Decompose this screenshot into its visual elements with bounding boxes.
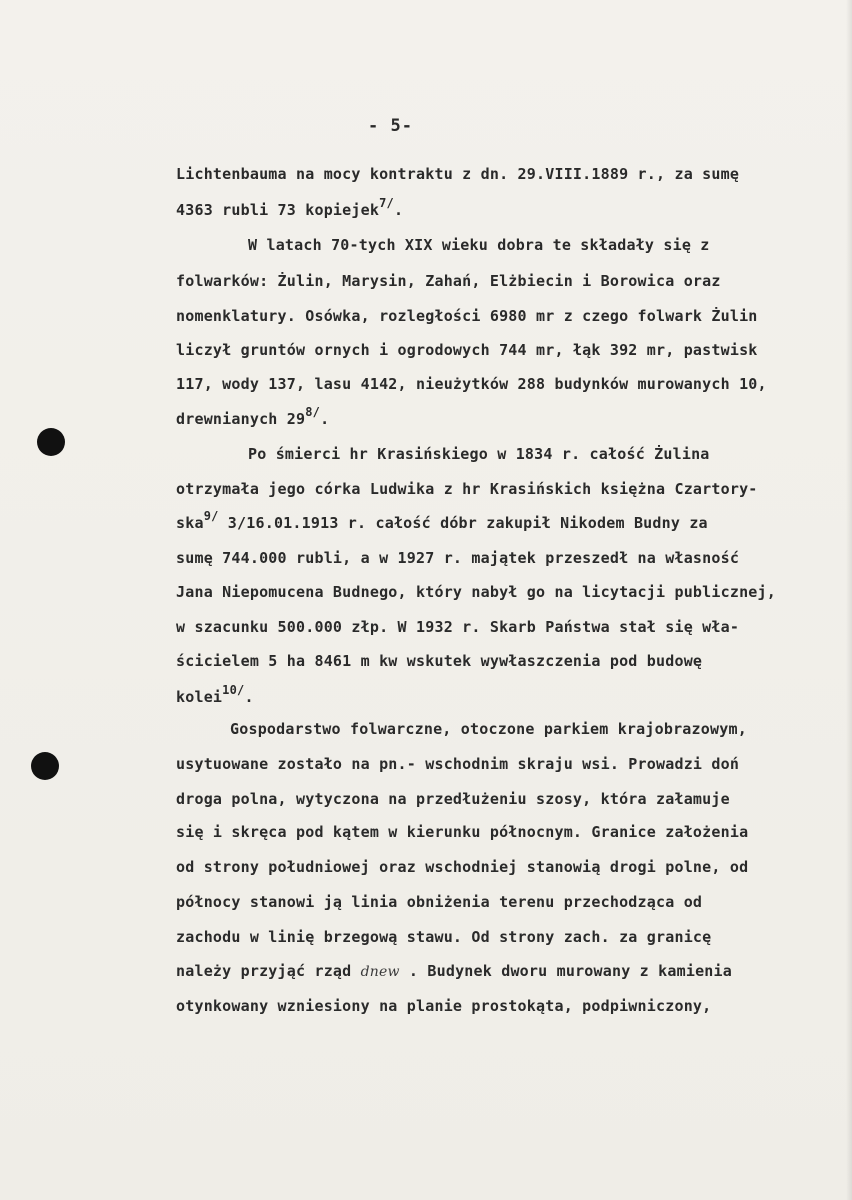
text-line-content: Jana Niepomucena Budnego, który nabył go na licytacji publicznej,: [176, 583, 776, 601]
text-line-content: sumę 744.000 rubli, a w 1927 r. majątek przeszedł na własność: [176, 549, 740, 567]
text-line-content: północy stanowi ją linia obniżenia terenu przechodząca od: [176, 893, 703, 911]
text-line-content: nomenklatury. Osówka, rozległości 6980 mr z czego folwark Żulin: [176, 307, 758, 325]
text-line: [176, 618, 739, 636]
text-line: [176, 893, 702, 911]
text-line: [248, 236, 710, 254]
text-line: [176, 928, 711, 946]
text-line: [176, 375, 767, 393]
footnote-ref: 7/: [379, 196, 394, 210]
text-line-content: się i skręca pod kątem w kierunku północnym. Granice założenia: [176, 823, 749, 841]
text-line: [176, 341, 758, 359]
text-line: [176, 165, 739, 183]
punctuation: .: [393, 201, 404, 219]
text-line-content: Po śmierci hr Krasińskiego w 1834 r. całość Żulina: [248, 445, 710, 463]
footnote-ref: 9/: [203, 509, 219, 523]
text-line-content: w szacunku 500.000 złp. W 1932 r. Skarb Państwa stał się wła-: [176, 618, 740, 636]
text-line: [176, 480, 758, 498]
page-edge-shadow: [846, 0, 852, 1200]
punch-hole-top: [37, 428, 65, 456]
text-line-content: ścicielem 5 ha 8461 m kw wskutek wywłaszczenia pod budowę: [176, 652, 703, 670]
text-line-content: kolei: [176, 688, 223, 706]
punch-hole-bottom: [31, 752, 59, 780]
text-line-content: liczył gruntów ornych i ogrodowych 744 mr, łąk 392 mr, pastwisk: [176, 341, 758, 359]
handwritten-insertion: dnew: [360, 964, 400, 980]
text-line: [176, 683, 254, 706]
text-line-content: ska: [176, 514, 204, 532]
text-line: [176, 509, 708, 532]
text-line-content: otrzymała jego córka Ludwika z hr Krasińskich księżna Czartory-: [176, 480, 758, 498]
text-line: [176, 790, 730, 808]
text-line-content: folwarków: Żulin, Marysin, Zahań, Elżbiecin i Borowica oraz: [176, 272, 721, 290]
text-line-content: Gospodarstwo folwarczne, otoczone parkiem krajobrazowym,: [230, 720, 747, 738]
text-line-content: 117, wody 137, lasu 4142, nieużytków 288 budynków murowanych 10,: [176, 375, 767, 393]
text-line-content: W latach 70-tych XIX wieku dobra te składały się z: [248, 236, 710, 254]
text-line-content: 3/16.01.1913 r. całość dóbr zakupił Nikodem Budny za: [218, 514, 708, 532]
text-line-content: otynkowany wzniesiony na planie prostokąta, podpiwniczony,: [176, 997, 712, 1015]
text-line: [176, 652, 702, 670]
text-line-content: drewnianych 29: [176, 410, 306, 428]
text-line-content: należy przyjąć rząd: [176, 962, 352, 980]
page-number: - 5-: [368, 116, 413, 136]
footnote-ref: 10/: [222, 683, 245, 697]
text-line-content: . Budynek dworu murowany z kamienia: [399, 962, 732, 980]
text-line: [176, 997, 711, 1015]
punctuation: .: [244, 688, 254, 706]
text-line-content: Lichtenbauma na mocy kontraktu z dn. 29.VIII.1889 r., za sumę: [176, 165, 740, 183]
text-line: [176, 405, 330, 428]
text-line-content: usytuowane zostało na pn.- wschodnim skraju wsi. Prowadzi doń: [176, 755, 740, 773]
text-line-content: od strony południowej oraz wschodniej stanowią drogi polne, od: [176, 858, 749, 876]
text-line: [176, 549, 739, 567]
text-line: [176, 858, 748, 876]
text-line-content: zachodu w linię brzegową stawu. Od strony zach. za granicę: [176, 928, 712, 946]
text-line: [176, 307, 758, 325]
text-line: [176, 755, 739, 773]
text-line: [176, 823, 748, 841]
punctuation: .: [320, 410, 330, 428]
text-line: [176, 272, 721, 290]
text-line-content: 4363 rubli 73 kopiejek: [176, 201, 380, 219]
text-line: [230, 720, 747, 738]
text-line-content: droga polna, wytyczona na przedłużeniu szosy, która załamuje: [176, 790, 730, 808]
text-line: [248, 445, 710, 463]
text-line: [176, 962, 732, 980]
footnote-ref: 8/: [305, 405, 321, 419]
text-line: [176, 196, 404, 219]
text-line: [176, 583, 776, 601]
